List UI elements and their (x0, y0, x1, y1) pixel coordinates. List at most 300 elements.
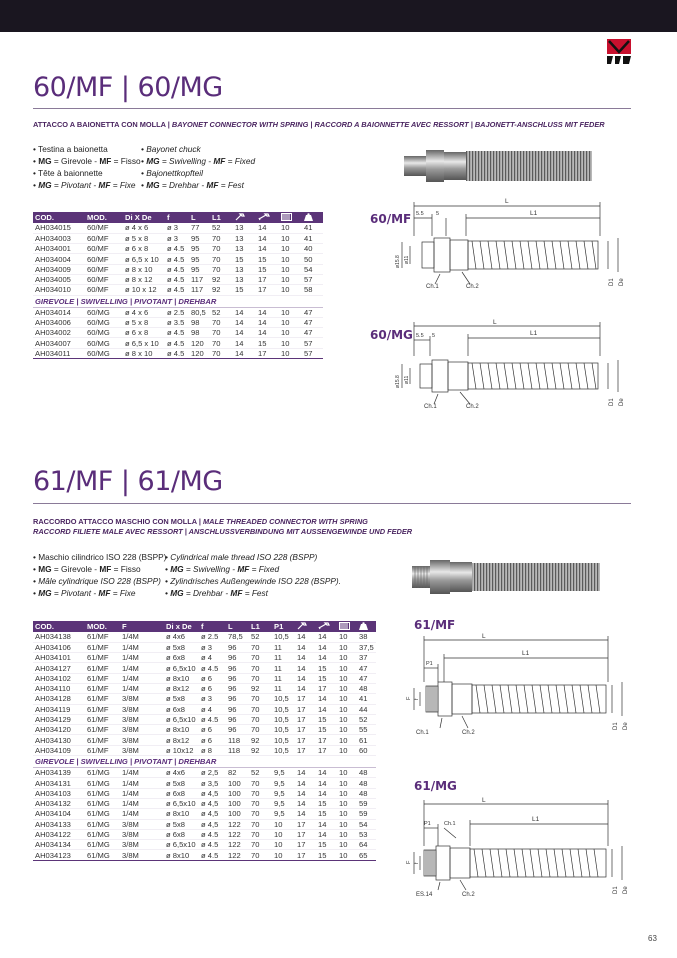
table-cell: 14 (316, 829, 337, 839)
table-cell: 57 (302, 274, 323, 284)
table-cell: 14 (295, 778, 316, 788)
table-cell: ø 8 (199, 745, 226, 755)
table-cell: 70 (210, 264, 233, 274)
technical-drawing-60-mf (390, 196, 630, 296)
table-cell: 82 (226, 768, 249, 778)
table-cell: 100 (226, 778, 249, 788)
bullet-text: • Maschio cilindrico ISO 228 (BSPP) (33, 552, 167, 562)
column-header: MOD. (85, 621, 120, 632)
column-header: L1 (210, 212, 233, 223)
table-cell: 100 (226, 798, 249, 808)
table-cell: AH034010 (33, 285, 85, 295)
table-cell: ø 6,5x10 (164, 798, 199, 808)
table-cell: 37,5 (357, 642, 376, 652)
table-cell: ø 6 (199, 683, 226, 693)
table-cell: 10 (272, 850, 295, 860)
dim-label: ø11 (404, 375, 410, 384)
table-cell: 70 (249, 819, 272, 829)
table-cell: 52 (249, 768, 272, 778)
table-cell: 60/MG (85, 317, 123, 327)
table-cell: 15 (316, 663, 337, 673)
table-cell: 95 (189, 233, 210, 243)
table-cell: 60 (357, 745, 376, 755)
table-cell: 1/4M (120, 788, 164, 798)
table-cell: 3/8M (120, 829, 164, 839)
table-cell: ø 2.5 (165, 307, 189, 317)
table-cell: 59 (357, 798, 376, 808)
table-cell: 47 (302, 317, 323, 327)
table-cell: ø 4.5 (199, 850, 226, 860)
table-cell: AH034128 (33, 694, 85, 704)
table-cell: 61/MF (85, 694, 120, 704)
table-cell: ø 6,5x10 (164, 840, 199, 850)
table-cell: 14 (233, 317, 256, 327)
table-cell: ø 4,5 (199, 819, 226, 829)
table-cell: 10 (272, 829, 295, 839)
weight-icon (302, 212, 323, 223)
table-cell: ø 2.5 (199, 632, 226, 642)
table-cell: 11 (272, 642, 295, 652)
table-cell: AH034104 (33, 809, 85, 819)
dim-label: L1 (530, 330, 538, 337)
table-row (33, 328, 323, 338)
table-cell: ø 5x8 (164, 819, 199, 829)
table-cell: 10 (337, 642, 357, 652)
table-cell: AH034014 (33, 307, 85, 317)
table-cell: AH034006 (33, 317, 85, 327)
wrench-ch1-icon (297, 622, 307, 632)
table-row (33, 653, 376, 663)
product-photo-60-mf (400, 142, 596, 190)
table-cell: 59 (357, 809, 376, 819)
table-cell: ø 3.5 (165, 317, 189, 327)
table-cell: 61/MF (85, 683, 120, 693)
table-cell: 9,5 (272, 768, 295, 778)
table-cell: 44 (357, 704, 376, 714)
table-cell: 1/4M (120, 663, 164, 673)
table-cell: AH034011 (33, 348, 85, 358)
table-cell: ø 4.5 (165, 328, 189, 338)
table-cell: 60/MF (85, 285, 123, 295)
table-cell: 92 (210, 285, 233, 295)
dim-label: f (414, 698, 420, 700)
table-cell: AH034009 (33, 264, 85, 274)
table-cell: 1/4M (120, 673, 164, 683)
dim-label: F (406, 860, 412, 864)
table-cell: 10 (337, 798, 357, 808)
table-cell: 60/MF (85, 244, 123, 254)
column-header: L (226, 621, 249, 632)
table-cell: 96 (226, 683, 249, 693)
table-cell: 14 (316, 788, 337, 798)
table-cell: 122 (226, 819, 249, 829)
table-cell: AH034001 (33, 244, 85, 254)
table-row (33, 850, 376, 860)
table-cell: 14 (295, 683, 316, 693)
table-cell: 96 (226, 663, 249, 673)
table-cell: 70 (249, 673, 272, 683)
table-cell: ø 8x10 (164, 725, 199, 735)
table-cell: ø 6 (199, 735, 226, 745)
table-cell: ø 6,5x10 (164, 663, 199, 673)
table-cell: 3/8M (120, 704, 164, 714)
table-cell: 61/MG (85, 798, 120, 808)
table-row (33, 704, 376, 714)
table-cell: 14 (316, 778, 337, 788)
table-cell: 14 (295, 632, 316, 642)
column-header: Di X De (123, 212, 165, 223)
table-cell: 10 (279, 233, 302, 243)
table-cell: AH034139 (33, 768, 85, 778)
top-banner (0, 0, 677, 32)
table-cell: 61/MG (85, 819, 120, 829)
table-cell: ø 4.5 (165, 244, 189, 254)
table-row (33, 798, 376, 808)
section-title-60: 60/MF | 60/MG (33, 72, 223, 103)
table-cell: 17 (295, 829, 316, 839)
table-cell: 61/MF (85, 714, 120, 724)
table-cell: 14 (316, 694, 337, 704)
table-cell: 10 (272, 819, 295, 829)
table-cell: ø 8 x 10 (123, 348, 165, 358)
table-cell: 17 (316, 735, 337, 745)
table-cell: ø 3 (199, 694, 226, 704)
dim-label: Ch.2 (462, 892, 475, 898)
table-cell: 10 (337, 735, 357, 745)
dim-label: L1 (522, 650, 530, 657)
table-cell: 17 (256, 348, 279, 358)
table-cell: 61/MF (85, 735, 120, 745)
table-cell: 52 (210, 223, 233, 233)
table-cell: 61/MF (85, 663, 120, 673)
table-row (33, 348, 323, 358)
table-cell: ø 4,5 (199, 798, 226, 808)
table-row (33, 683, 376, 693)
table-cell: 1/4M (120, 768, 164, 778)
table-cell: 13 (233, 264, 256, 274)
table-cell: 10,5 (272, 704, 295, 714)
table-cell: 15 (256, 264, 279, 274)
table-cell: 1/4M (120, 632, 164, 642)
table-cell: 13 (233, 233, 256, 243)
dim-label: 5 (436, 211, 440, 217)
figure-label-61-mg: 61/MG (414, 779, 457, 793)
table-cell: ø 6,5 x 10 (123, 338, 165, 348)
table-cell: AH034120 (33, 725, 85, 735)
table-cell: ø 4.5 (165, 285, 189, 295)
table-cell: AH034119 (33, 704, 85, 714)
section-title-61: 61/MF | 61/MG (33, 466, 223, 497)
table-cell: 38 (357, 632, 376, 642)
table-cell: 118 (226, 745, 249, 755)
table-cell: 48 (357, 778, 376, 788)
bullet-text: • Bajonettkopfteil (141, 168, 203, 178)
table-cell: 10 (337, 632, 357, 642)
figure-label-61-mf: 61/MF (414, 618, 456, 632)
table-cell: ø 5x8 (164, 642, 199, 652)
table-cell: 70 (249, 850, 272, 860)
table-cell: 60/MG (85, 328, 123, 338)
table-cell: AH034005 (33, 274, 85, 284)
table-cell: 55 (357, 725, 376, 735)
table-cell: 47 (302, 307, 323, 317)
table-cell: AH034134 (33, 840, 85, 850)
wrench-ch1-icon (235, 213, 245, 223)
table-cell: 57 (302, 348, 323, 358)
table-cell: 14 (316, 632, 337, 642)
dim-label: L (493, 319, 497, 326)
table-cell: 92 (249, 735, 272, 745)
table-cell: 96 (226, 653, 249, 663)
table-cell: ø 4x6 (164, 632, 199, 642)
table-cell: 10,5 (272, 745, 295, 755)
dim-label: f (414, 862, 420, 864)
bullet-text: • MG = Drehbar - MF = Fest (165, 588, 268, 598)
dim-label: L1 (532, 816, 540, 823)
table-cell: 14 (295, 809, 316, 819)
table-row (33, 663, 376, 673)
table-cell: 15 (316, 840, 337, 850)
table-cell: 95 (189, 244, 210, 254)
table-cell: AH034103 (33, 788, 85, 798)
column-header: Di x De (164, 621, 199, 632)
dim-label: D1 (609, 278, 615, 286)
table-row (33, 307, 323, 317)
table-cell: 15 (316, 725, 337, 735)
table-cell: 10,5 (272, 694, 295, 704)
table-cell: 17 (295, 714, 316, 724)
table-cell: ø 6 x 8 (123, 328, 165, 338)
table-cell: ø 4.5 (199, 840, 226, 850)
table-cell: 48 (357, 683, 376, 693)
table-cell: 1/4M (120, 798, 164, 808)
table-cell: 61/MG (85, 788, 120, 798)
table-cell: 100 (226, 809, 249, 819)
table-cell: 60/MG (85, 338, 123, 348)
table-cell: AH034131 (33, 778, 85, 788)
table-cell: 3/8M (120, 735, 164, 745)
column-header: f (165, 212, 189, 223)
table-cell: ø 5 x 8 (123, 233, 165, 243)
table-cell: 41 (357, 694, 376, 704)
table-row (33, 819, 376, 829)
table-cell: 17 (295, 735, 316, 745)
table-cell: ø 6x8 (164, 829, 199, 839)
table-cell: 70 (249, 663, 272, 673)
table-cell: 118 (226, 735, 249, 745)
table-cell: 92 (249, 745, 272, 755)
table-cell: ø 6x8 (164, 788, 199, 798)
table-cell: 61/MG (85, 809, 120, 819)
column-header: COD. (33, 621, 85, 632)
table-cell: ø 3,5 (199, 778, 226, 788)
table-cell: 3/8M (120, 840, 164, 850)
table-cell: 70 (210, 317, 233, 327)
bullet-text: • Tête à baionnette (33, 168, 103, 178)
table-cell: ø 4.5 (165, 254, 189, 264)
table-cell: 58 (302, 285, 323, 295)
table-cell: AH034132 (33, 798, 85, 808)
table-cell: 96 (226, 725, 249, 735)
table-cell: AH034015 (33, 223, 85, 233)
table-cell: 15 (233, 254, 256, 264)
technical-drawing-60-mg (390, 316, 630, 416)
table-cell: 1/4M (120, 653, 164, 663)
table-cell: 52 (357, 714, 376, 724)
table-cell: 10 (337, 745, 357, 755)
table-cell: ø 8x10 (164, 809, 199, 819)
table-cell: 14 (233, 348, 256, 358)
table-cell: 14 (316, 642, 337, 652)
dim-label: P1 (426, 661, 433, 667)
table-cell: 11 (272, 683, 295, 693)
table-cell: 40 (302, 244, 323, 254)
table-cell: ø 4.5 (199, 829, 226, 839)
table-cell: 60/MG (85, 348, 123, 358)
table-cell: 64 (357, 840, 376, 850)
table-cell: 52 (249, 632, 272, 642)
table-cell: 17 (295, 745, 316, 755)
table-cell: 1/4M (120, 683, 164, 693)
table-row (33, 264, 323, 274)
dim-label: 5.5 (416, 333, 424, 339)
table-cell: 15 (233, 285, 256, 295)
bullet-text: • MG = Swivelling - MF = Fixed (141, 156, 256, 166)
table-cell: ø 5x8 (164, 778, 199, 788)
table-cell: 1/4M (120, 809, 164, 819)
section-subheading: ATTACCO A BAIONETTA CON MOLLA | BAYONET CONNECTOR WITH SPRING | RACCORD A BAIONNETTE AVEC RESSORT | BAJONETT-ANSCHLUSS MIT FEDER (33, 120, 605, 129)
table-cell: 10 (337, 663, 357, 673)
table-cell: 41 (302, 233, 323, 243)
dim-label: ø15.8 (395, 255, 401, 268)
table-cell: ø 8 x 12 (123, 274, 165, 284)
table-cell: 47 (357, 673, 376, 683)
table-cell: ø 4.5 (199, 663, 226, 673)
table-cell: 70 (249, 704, 272, 714)
table-cell: 11 (272, 653, 295, 663)
wrench-ch2-icon (318, 622, 330, 632)
table-cell: ø 8x12 (164, 735, 199, 745)
table-cell: 92 (210, 274, 233, 284)
section-divider (33, 108, 631, 109)
table-cell: 60/MF (85, 264, 123, 274)
table-cell: 17 (295, 694, 316, 704)
table-cell: 14 (295, 653, 316, 663)
table-cell: ø 8x10 (164, 673, 199, 683)
table-cell: 15 (256, 254, 279, 264)
table-cell: 61/MG (85, 768, 120, 778)
table-cell: 48 (357, 788, 376, 798)
table-cell: 61/MF (85, 673, 120, 683)
table-cell: 54 (302, 264, 323, 274)
table-cell: 122 (226, 829, 249, 839)
group-label: GIREVOLE | SWIVELLING | PIVOTANT | DREHBAR (33, 295, 323, 307)
bullet-text: • Testina a baionetta (33, 144, 108, 154)
table-cell: 14 (256, 244, 279, 254)
table-row (33, 840, 376, 850)
table-row (33, 714, 376, 724)
table-cell: 10 (337, 653, 357, 663)
table-cell: 47 (357, 663, 376, 673)
table-cell: AH034133 (33, 819, 85, 829)
table-cell: 11 (272, 663, 295, 673)
table-cell: 95 (189, 254, 210, 264)
table-cell: ø 4 (199, 704, 226, 714)
table-cell: 98 (189, 317, 210, 327)
table-row (33, 694, 376, 704)
weight-icon (359, 622, 368, 632)
dim-label: L (482, 797, 486, 804)
table-cell: 70 (210, 328, 233, 338)
page-number: 63 (648, 934, 657, 943)
dim-label: Ch.2 (462, 730, 475, 736)
table-row (33, 244, 323, 254)
table-cell: 70 (249, 788, 272, 798)
table-cell: 3/8M (120, 850, 164, 860)
table-cell: 10 (337, 809, 357, 819)
table-cell: 17 (295, 704, 316, 714)
table-cell: ø 4.5 (165, 264, 189, 274)
spring-coil-icon (337, 621, 357, 632)
table-cell: 10 (279, 348, 302, 358)
table-cell: AH034106 (33, 642, 85, 652)
table-cell: 60/MF (85, 254, 123, 264)
table-cell: 70 (210, 244, 233, 254)
table-cell: 14 (256, 233, 279, 243)
dim-label: D1 (613, 722, 619, 730)
table-cell: 17 (295, 840, 316, 850)
table-cell: 122 (226, 850, 249, 860)
table-cell: 9,5 (272, 809, 295, 819)
table-cell: AH034123 (33, 850, 85, 860)
table-cell: ø 6 (199, 673, 226, 683)
table-cell: 1/4M (120, 642, 164, 652)
table-cell: ø 6 x 8 (123, 244, 165, 254)
table-cell: 100 (226, 788, 249, 798)
table-cell: AH034130 (33, 735, 85, 745)
table-cell: ø 6x8 (164, 653, 199, 663)
dim-label: L1 (530, 210, 538, 217)
table-cell: 11 (272, 673, 295, 683)
bullet-text: • MG = Swivelling - MF = Fixed (165, 564, 280, 574)
section-subheading: RACCORDO ATTACCO MASCHIO CON MOLLA | MALE THREADED CONNECTOR WITH SPRING RACCORD FILIETE MALE AVEC RESSORT | ANSCHLUSSVERBINDUNG MIT AUSSENGEWINDE UND FEDER (33, 517, 413, 536)
table-cell: 117 (189, 285, 210, 295)
table-cell: 10 (337, 788, 357, 798)
table-cell: 37 (357, 653, 376, 663)
table-cell: ø 5 x 8 (123, 317, 165, 327)
table-cell: ø 4 (199, 653, 226, 663)
dim-label: F (406, 696, 412, 700)
table-cell: 10,5 (272, 714, 295, 724)
table-row (33, 285, 323, 295)
table-row (33, 254, 323, 264)
table-row (33, 768, 376, 778)
table-cell: 14 (295, 673, 316, 683)
wrench-ch1-icon (295, 621, 316, 632)
table-cell: 96 (226, 714, 249, 724)
table-cell: ø 8x10 (164, 850, 199, 860)
table-cell: AH034109 (33, 745, 85, 755)
table-cell: 10 (279, 244, 302, 254)
table-cell: 61/MG (85, 850, 120, 860)
table-cell: ø 4 x 6 (123, 307, 165, 317)
bullet-text: • MG = Drehbar - MF = Fest (141, 180, 244, 190)
table-cell: 14 (316, 653, 337, 663)
table-cell: ø 4.5 (165, 348, 189, 358)
table-cell: ø 8 x 10 (123, 264, 165, 274)
table-row (33, 632, 376, 642)
table-cell: ø 4 x 6 (123, 223, 165, 233)
